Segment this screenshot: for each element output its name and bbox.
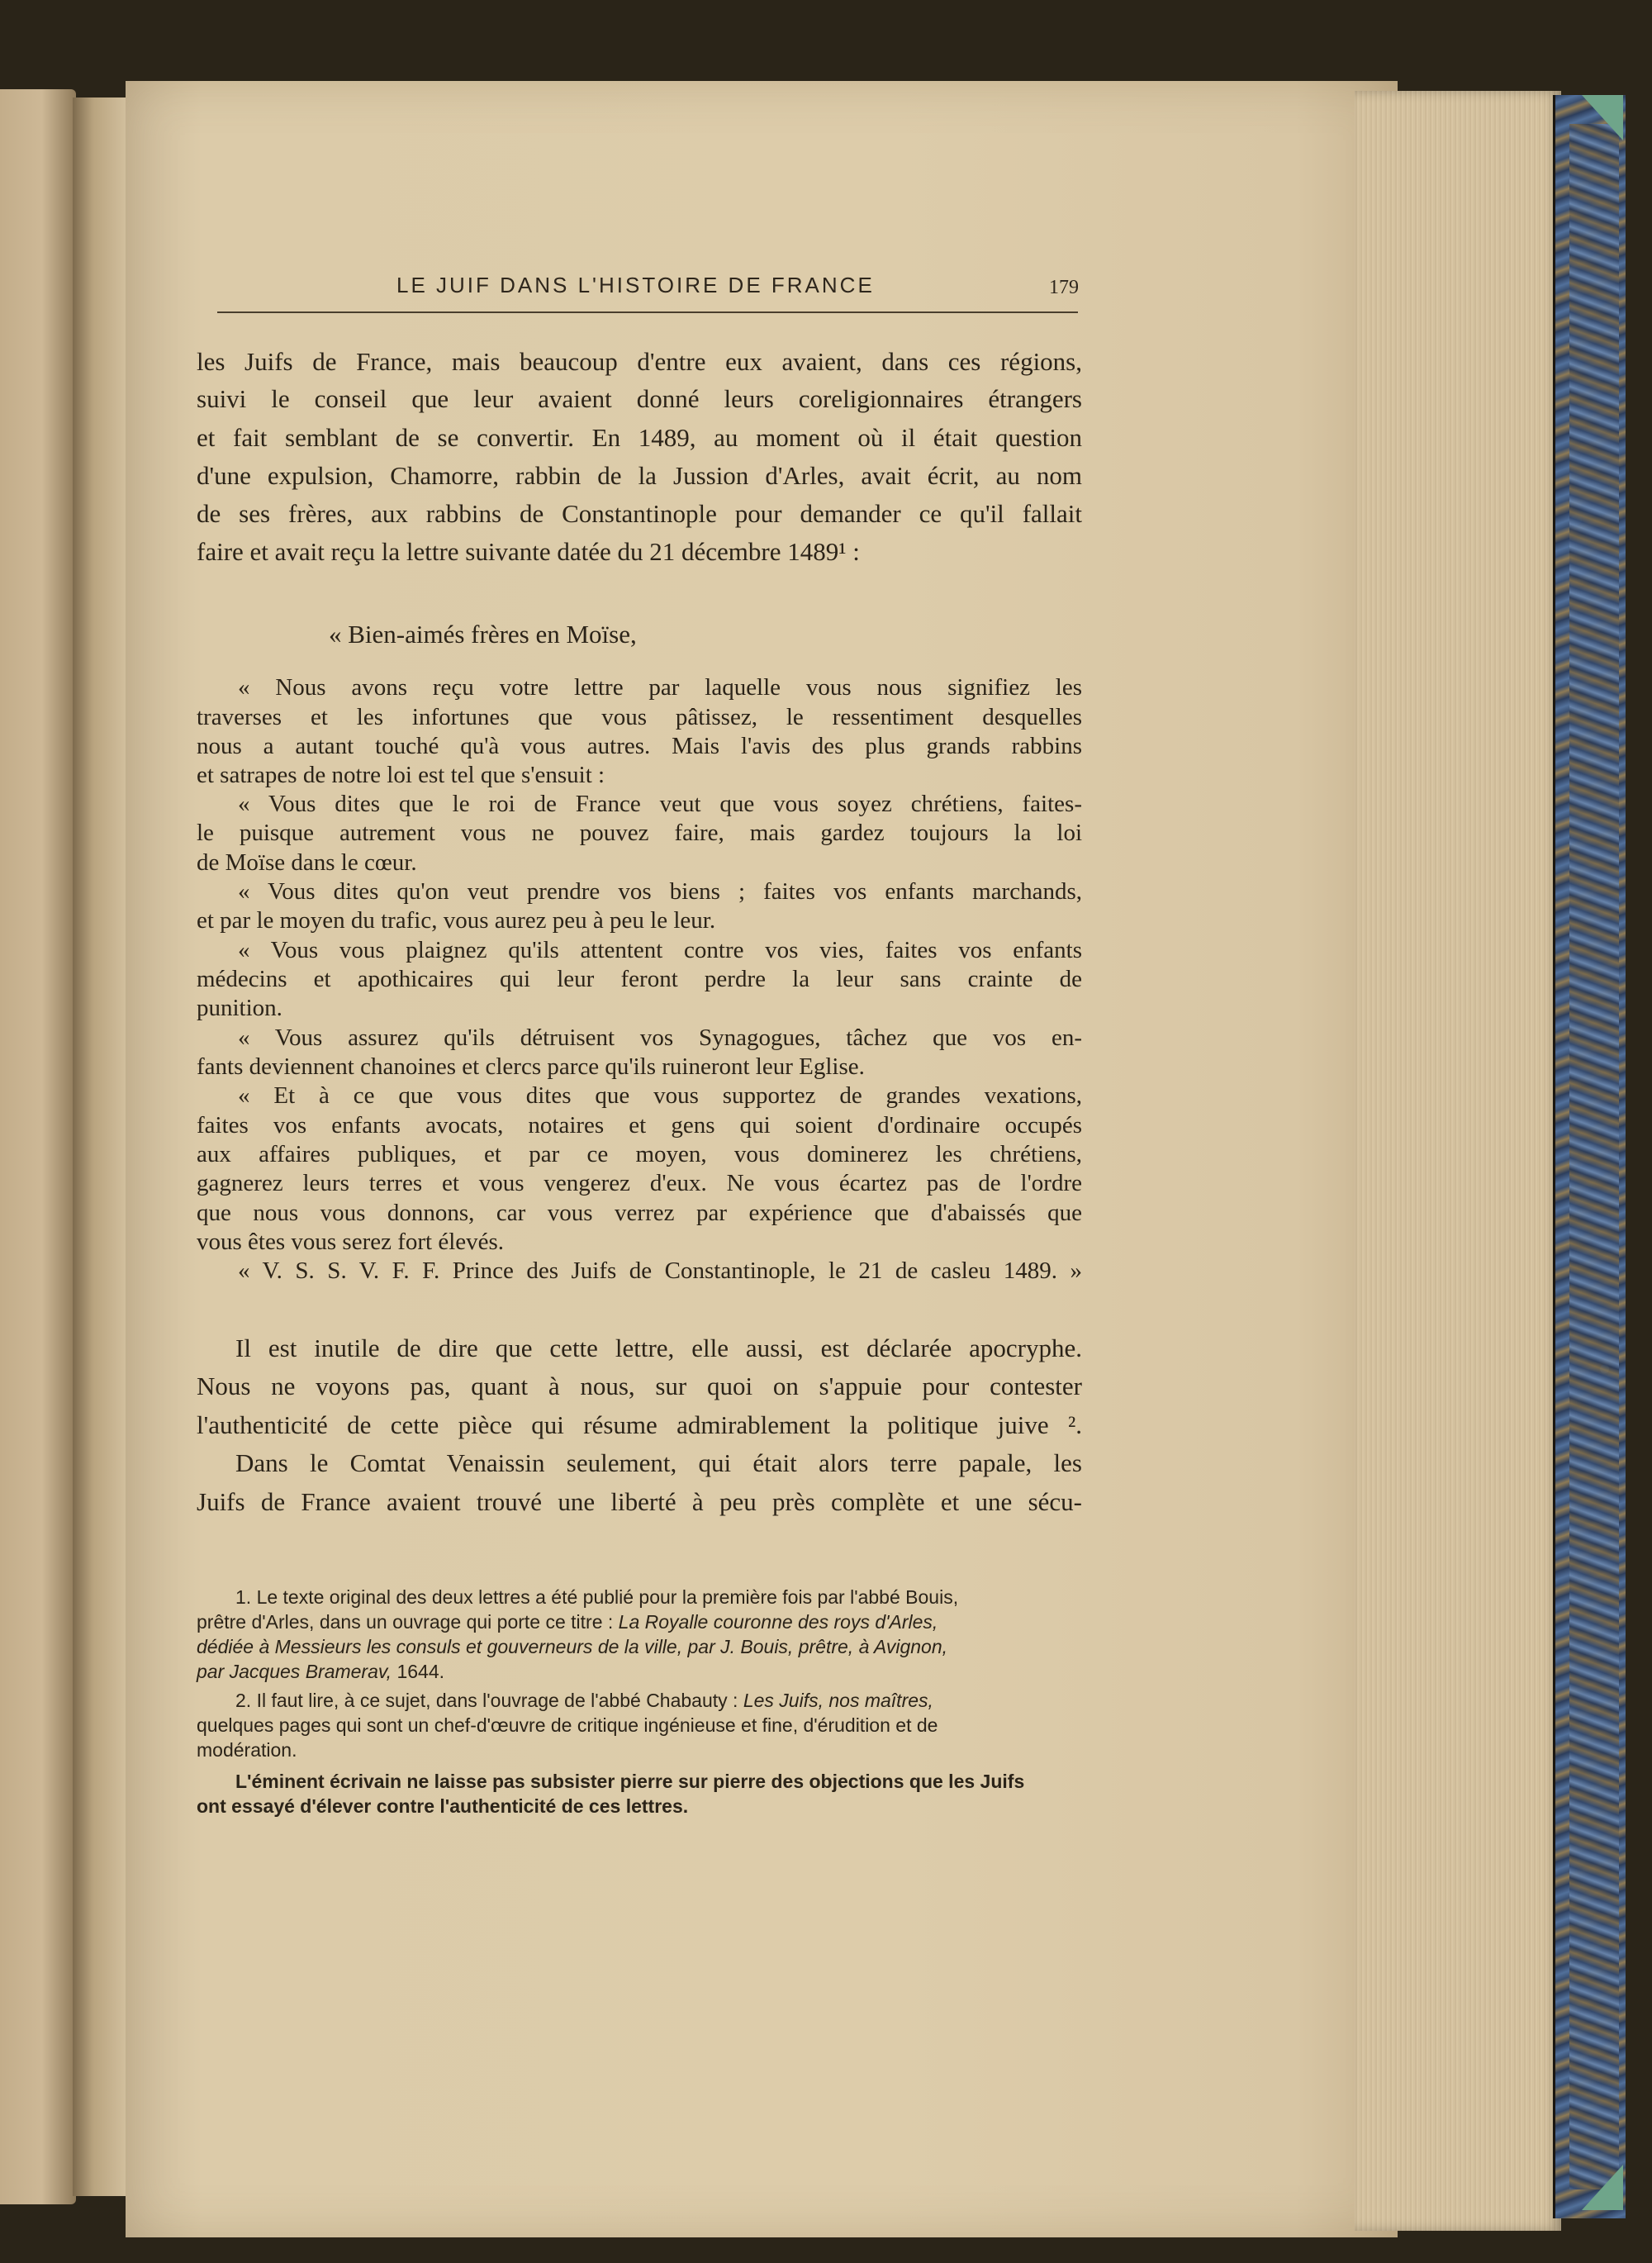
letter-line: nous a autant touché qu'à vous autres. Mais l'avis des plus grands rabbins <box>197 733 1082 759</box>
page-edges <box>1355 91 1561 2231</box>
book-gutter <box>73 97 132 2196</box>
footnote-2: 2. Il faut lire, à ce sujet, dans l'ouvrage de l'abbé Chabauty : Les Juifs, nos maîtres, <box>235 1690 933 1711</box>
paragraph2-line: Dans le Comtat Venaissin seulement, qui était alors terre papale, les <box>235 1448 1082 1477</box>
letter-line: médecins et apothicaires qui leur feront perdre la leur sans crainte de <box>197 966 1082 992</box>
footnote-2-line: L'éminent écrivain ne laisse pas subsister pierre sur pierre des objections que les Juifs <box>235 1771 1025 1792</box>
letter-line: punition. <box>197 995 282 1021</box>
footnote-1-line: prêtre d'Arles, dans un ouvrage qui porte ce titre : La Royalle couronne des roys d'Arles, <box>197 1611 938 1633</box>
letter-line: le puisque autrement vous ne pouvez faire, mais gardez toujours la loi <box>197 820 1082 846</box>
paragraph1-line: d'une expulsion, Chamorre, rabbin de la Jussion d'Arles, avait écrit, au nom <box>197 461 1082 490</box>
letter-line: « Vous dites qu'on veut prendre vos biens ; faites vos enfants marchands, <box>238 878 1082 905</box>
paragraph2-line: Juifs de France avaient trouvé une liberté à peu près complète et une sécu- <box>197 1487 1082 1516</box>
letter-line: « Nous avons reçu votre lettre par laquelle vous nous signifiez les <box>238 674 1082 701</box>
letter-line: et satrapes de notre loi est tel que s'ensuit : <box>197 762 605 788</box>
letter-line: et par le moyen du trafic, vous aurez peu à peu le leur. <box>197 907 716 934</box>
paragraph1-line: les Juifs de France, mais beaucoup d'entre eux avaient, dans ces régions, <box>197 347 1082 376</box>
letter-line: « Vous dites que le roi de France veut que vous soyez chrétiens, faites- <box>238 791 1082 817</box>
letter-line: fants deviennent chanoines et clercs parce qu'ils ruineront leur Eglise. <box>197 1053 865 1080</box>
running-head: LE JUIF DANS L'HISTOIRE DE FRANCE <box>396 273 875 297</box>
footnote-2-line: modération. <box>197 1739 297 1761</box>
footnote-2-line: quelques pages qui sont un chef-d'œuvre de critique ingénieuse et fine, d'érudition et de <box>197 1714 938 1736</box>
paragraph1-line: suivi le conseil que leur avaient donné leurs coreligionnaires étrangers <box>197 384 1082 413</box>
letter-line: « Vous vous plaignez qu'ils attentent contre vos vies, faites vos enfants <box>238 937 1082 963</box>
paragraph1-line: faire et avait reçu la lettre suivante datée du 21 décembre 1489¹ : <box>197 537 860 566</box>
header-rule <box>217 311 1078 313</box>
letter-line: aux affaires publiques, et par ce moyen, vous dominerez les chrétiens, <box>197 1141 1082 1167</box>
letter-line: faites vos enfants avocats, notaires et gens qui soient d'ordinaire occupés <box>197 1112 1082 1139</box>
paragraph1-line: et fait semblant de se convertir. En 1489, au moment où il était question <box>197 423 1082 452</box>
paragraph2-line: Nous ne voyons pas, quant à nous, sur quoi on s'appuie pour contester <box>197 1372 1082 1400</box>
letter-signature: « V. S. S. V. F. F. Prince des Juifs de Constantinople, le 21 de casleu 1489. » <box>238 1257 1082 1284</box>
left-page-edge <box>0 89 76 2204</box>
paragraph2-line: Il est inutile de dire que cette lettre, elle aussi, est déclarée apocryphe. <box>235 1334 1082 1362</box>
paragraph2-line: l'authenticité de cette pièce qui résume admirablement la politique juive ². <box>197 1410 1082 1439</box>
letter-line: gagnerez leurs terres et vous vengerez d'eux. Ne vous écartez pas de l'ordre <box>197 1170 1082 1196</box>
letter-salutation: « Bien-aimés frères en Moïse, <box>329 620 637 649</box>
letter-line: traverses et les infortunes que vous pâtissez, le ressentiment desquelles <box>197 704 1082 730</box>
paragraph1-line: de ses frères, aux rabbins de Constantinople pour demander ce qu'il fallait <box>197 499 1082 528</box>
footnote-2-line: ont essayé d'élever contre l'authenticité de ces lettres. <box>197 1795 689 1817</box>
footnote-1-line: dédiée à Messieurs les consuls et gouverneurs de la ville, par J. Bouis, prêtre, à Avignon, <box>197 1636 947 1657</box>
letter-line: « Et à ce que vous dites que vous supportez de grandes vexations, <box>238 1082 1082 1109</box>
marbled-cover <box>1569 124 1619 2189</box>
letter-line: que nous vous donnons, car vous verrez par expérience que d'abaissés que <box>197 1200 1082 1226</box>
page-number: 179 <box>1049 277 1079 298</box>
letter-line: « Vous assurez qu'ils détruisent vos Synagogues, tâchez que vos en- <box>238 1025 1082 1051</box>
letter-line: de Moïse dans le cœur. <box>197 849 417 876</box>
footnote-1-line: par Jacques Bramerav, 1644. <box>197 1661 445 1682</box>
letter-line: vous êtes vous serez fort élevés. <box>197 1229 505 1255</box>
footnote-1: 1. Le texte original des deux lettres a été publié pour la première fois par l'abbé Bouis, <box>235 1586 959 1608</box>
